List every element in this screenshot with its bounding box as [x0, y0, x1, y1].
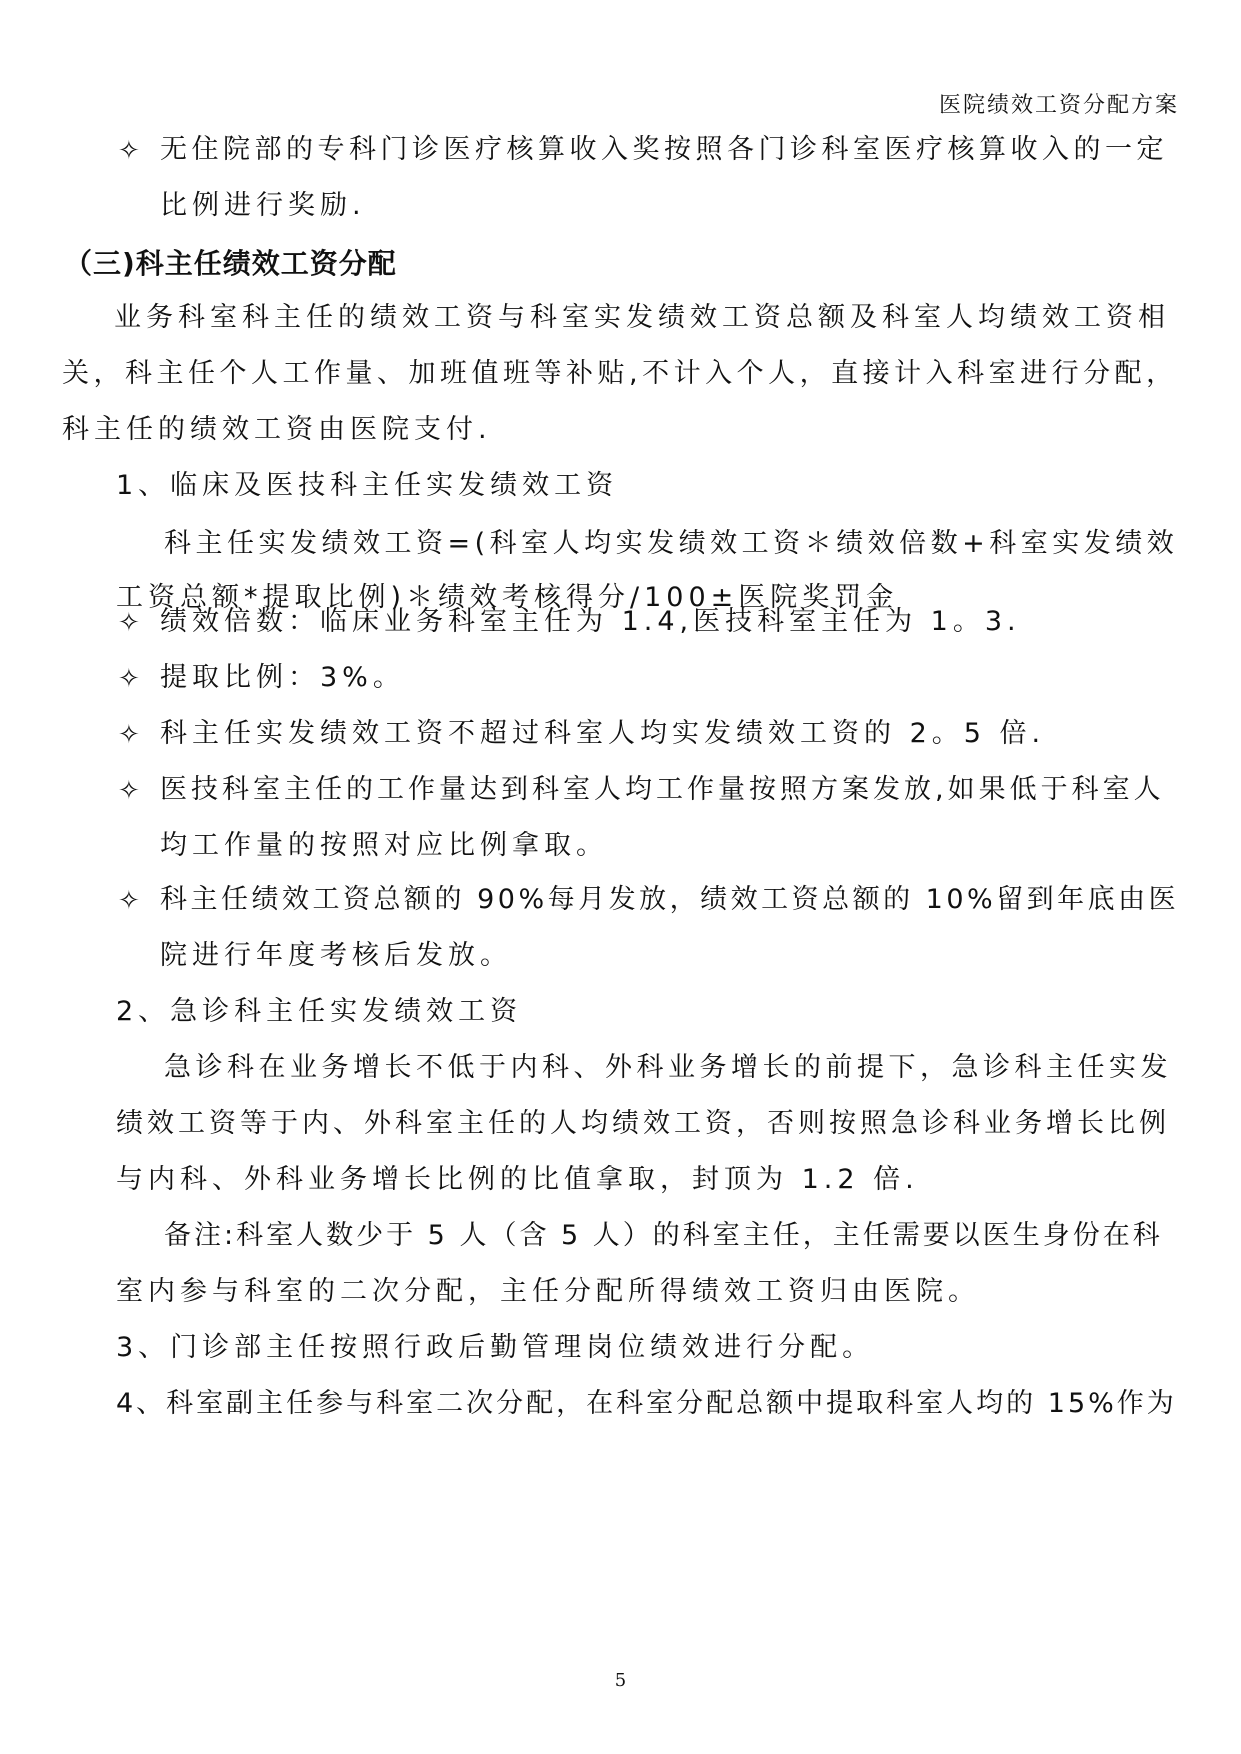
subsection-heading: 4、科室副主任参与科室二次分配，在科室分配总额中提取科室人均的 15%作为	[116, 1388, 1177, 1419]
text-line: 绩效倍数：临床业务科室主任为 1.4,医技科室主任为 1。3.	[160, 606, 1021, 637]
text-line: 科主任实发绩效工资=(科室人均实发绩效工资＊绩效倍数+科室实发绩效	[164, 528, 1179, 559]
text-line: 科主任的绩效工资由医院支付.	[62, 414, 492, 445]
subsection-heading: 2、急诊科主任实发绩效工资	[116, 996, 523, 1027]
text-line: 工资总额*提取比例)＊绩效考核得分/100±医院奖罚金	[116, 582, 899, 613]
text-line: 无住院部的专科门诊医疗核算收入奖按照各门诊科室医疗核算收入的一定	[160, 134, 1168, 165]
text-line: 业务科室科主任的绩效工资与科室实发绩效工资总额及科室人均绩效工资相	[114, 302, 1170, 333]
bullet-diamond-icon: ✧	[118, 720, 140, 750]
bullet-diamond-icon: ✧	[118, 136, 140, 166]
text-line: 院进行年度考核后发放。	[160, 940, 512, 971]
text-line: 比例进行奖励.	[160, 190, 366, 221]
text-line: 医技科室主任的工作量达到科室人均工作量按照方案发放,如果低于科室人	[160, 774, 1165, 805]
running-header: 医院绩效工资分配方案	[938, 93, 1179, 118]
text-line: 均工作量的按照对应比例拿取。	[160, 830, 608, 861]
text-line: 科主任绩效工资总额的 90%每月发放，绩效工资总额的 10%留到年底由医	[160, 884, 1180, 915]
text-line: 关，科主任个人工作量、加班值班等补贴,不计入个人，直接计入科室进行分配，	[62, 358, 1178, 389]
note-text: 备注:科室人数少于 5 人（含 5 人）的科室主任，主任需要以医生身份在科	[164, 1220, 1163, 1251]
note-text: 室内参与科室的二次分配，主任分配所得绩效工资归由医院。	[116, 1276, 980, 1307]
text-line: 与内科、外科业务增长比例的比值拿取，封顶为 1.2 倍.	[116, 1164, 919, 1195]
bullet-diamond-icon: ✧	[118, 664, 140, 694]
bullet-diamond-icon: ✧	[118, 776, 140, 806]
section-heading: （三)科主任绩效工资分配	[64, 247, 397, 280]
text-line: 提取比例：3%。	[160, 662, 405, 693]
page-number: 5	[614, 1670, 627, 1691]
text-line: 绩效工资等于内、外科室主任的人均绩效工资，否则按照急诊科业务增长比例	[116, 1108, 1170, 1139]
bullet-diamond-icon: ✧	[118, 886, 140, 916]
text-line: 急诊科在业务增长不低于内科、外科业务增长的前提下，急诊科主任实发	[164, 1052, 1172, 1083]
text-line: 科主任实发绩效工资不超过科室人均实发绩效工资的 2。5 倍.	[160, 718, 1046, 749]
bullet-diamond-icon: ✧	[118, 608, 140, 638]
subsection-heading: 3、门诊部主任按照行政后勤管理岗位绩效进行分配。	[116, 1332, 875, 1363]
subsection-heading: 1、临床及医技科主任实发绩效工资	[116, 470, 619, 501]
